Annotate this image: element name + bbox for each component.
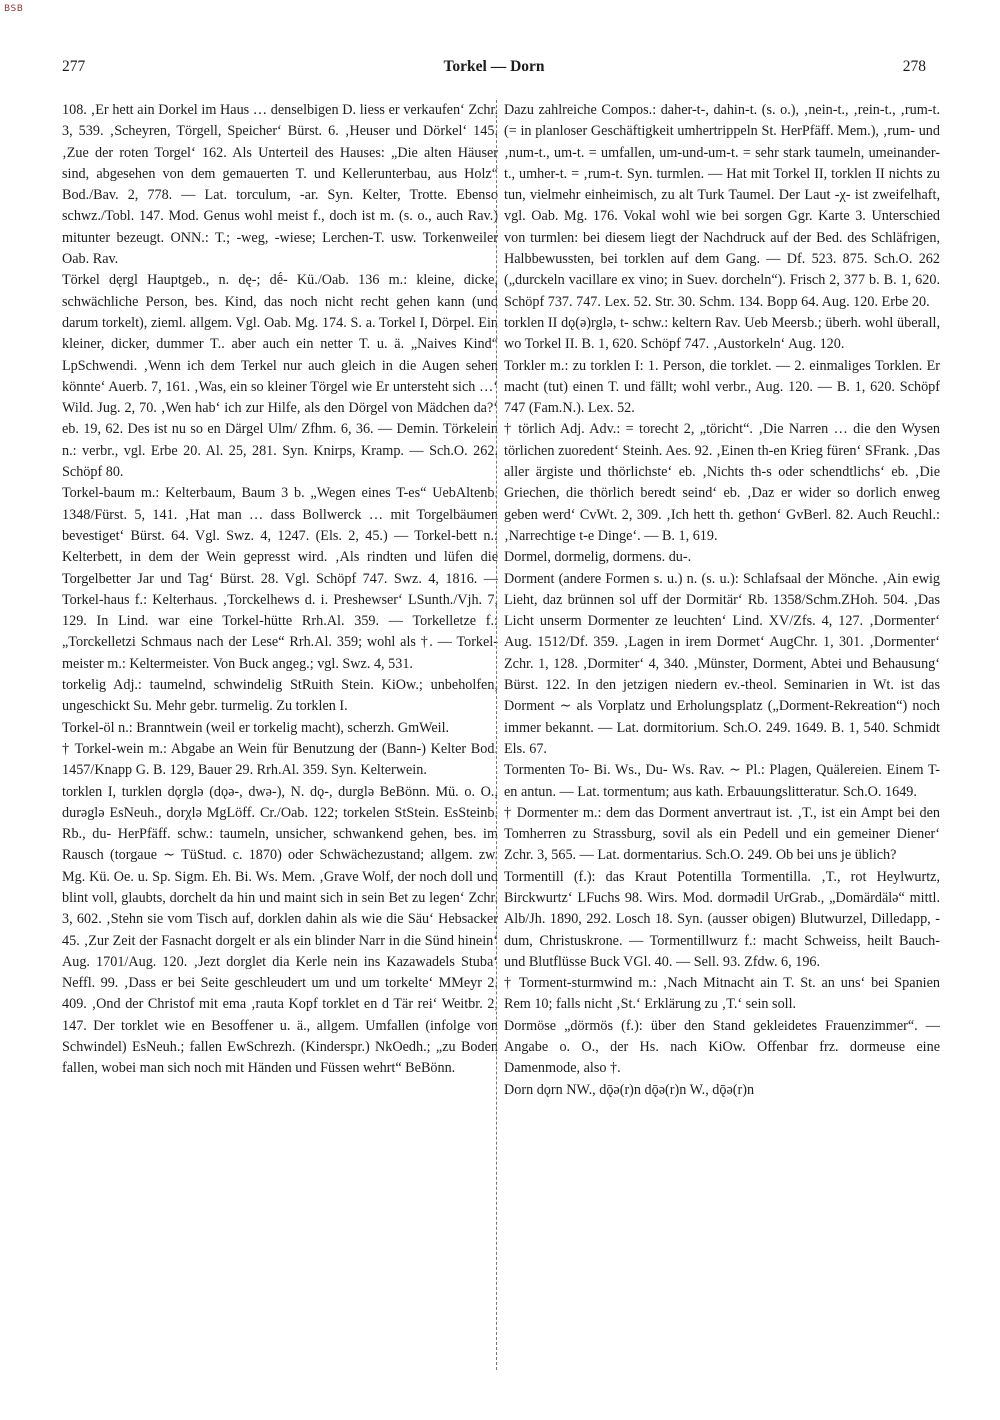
left-column [62,100,498,1380]
column-divider [496,100,497,1370]
dictionary-entry: Dazu zahlreiche Compos.: daher-t-, dahin-t. (s. o.), ‚nein-t., ‚rein-t., ‚rum-t. (= in planloser Geschäftigkeit umhertrippeln St. HerPfäff. Mem.), ‚rum- und ‚num-t., um-t. = umfallen, um-und-um-t. = sehr stark taumeln, umeinander-t., umher-t. = ‚rum-t. Syn. turmlen. — Hat mit Torkel II, torklen II nichts zu tun, vielmehr einheimisch, zu alt Turk Taumel. Der Laut -χ- ist zweifelhaft, vgl. Oab. Mg. 176. Vokal wohl wie bei sorgen Ggr. Karte 3. Unterschied von turmlen: bei diesem liegt der Nachdruck auf der Bed. des Schläfrigen, Halbbewussten, bei torklen auf dem Gang. — Df. 523. 875. Sch.O. 262 („durckeln vacillare ex vino; in Suev. dorcheln“). Frisch 2, 377 b. B. 1, 620. Schöpf 737. 747. Lex. 52. Str. 30. Schm. 134. Bopp 64. Aug. 120. Erbe 20. [504,102,940,310]
dictionary-entry: † Torment-sturmwind m.: ‚Nach Mitnacht ain T. St. an uns‘ bei Spanien Rem 10; falls nicht ‚St.‘ Erklärung zu ‚T.‘ sein soll. [504,975,940,1013]
dictionary-entry: † Torkel-wein m.: Abgabe an Wein für Benutzung der (Bann-) Kelter Bod. 1457/Knapp G. B. 129, Bauer 29. Rrh.Al. 359. Syn. Kelterwein. [62,740,498,779]
dictionary-entry: Dormöse „dörmös (f.): über den Stand gekleidetes Frauenzimmer“. — Angabe o. O., der Hs. nach KiOw. Offenbar frz. dormeuse eine Damenmode, also †. [504,1017,940,1077]
dictionary-entry: Dorn dǫrn NW., dǭə(r)n dǭə(r)n W., dǭə(r)n [504,1081,755,1098]
dictionary-entry: Torkler m.: zu torklen I: 1. Person, die torklet. — 2. einmaliges Torklen. Er macht (tut) einen T. und fällt; wohl verbr., Aug. 120. — B. 1, 620. Schöpf 747 (Fam.N.). Lex. 52. [504,357,940,417]
dictionary-entry: Dormel, dormelig, dormens. du-. [504,549,692,566]
dictionary-entry: Tormentill (f.): das Kraut Potentilla Tormentilla. ‚T., rot Heylwurtz, Birckwurtz‘ LFuchs 98. Wirs. Mod. dormədil UrGrab., „Domärdälə“ mittl. Alb/Jh. 1890, 292. Losch 18. Syn. (ausser obigen) Blutwurzel, Dilledapp, -dum, Christuskrone. — Tormentillwurz f.: macht Schweiss, heilt Bauch- und Blutflüsse Buck VGl. 40. — Sell. 93. Zfdw. 6, 196. [504,868,940,970]
dictionary-entry: † törlich Adj. Adv.: = torecht 2, „töricht“. ‚Die Narren … die den Wysen törlichen zuoredent‘ Steinh. Aes. 92. ‚Einen th-en Krieg füren‘ SFrank. ‚Das aller ärgiste und thörlichste‘ eb. ‚Nichts th-s oder schendtlichs‘ eb. ‚Die Griechen, die thörlich beredt seind‘ eb. ‚Daz er wider so dorlich enweg geben werd‘ CvWt. 2, 309. ‚Ich hett th. gethon‘ GvBerl. 82. Auch Reuchl.: ‚Narrechtige t-e Dinge‘. — B. 1, 619. [504,421,940,544]
dictionary-entry: † Dormenter m.: dem das Dorment anvertraut ist. ‚T., ist ein Ampt bei den Tomherren zu Strassburg, sovil als ein Pedell und ein gemeiner Diener‘ Zchr. 3, 565. — Lat. dormentarius. Sch.O. 249. Ob bei uns je üblich? [504,804,940,864]
dictionary-entry: Tormenten To- Bi. Ws., Du- Ws. Rav. ∼ Pl.: Plagen, Quälereien. Einem T-en antun. — Lat. tormentum; aus kath. Erbauungslitteratur. Sch.O. 1649. [504,762,940,800]
page-number-right: 278 [902,58,926,75]
page-title: Torkel — Dorn [443,58,545,75]
dictionary-entry: torklen II dǫ(ə)rglə, t- schw.: keltern Rav. Ueb Meersb.; überh. wohl überall, wo Torkel II. B. 1, 620. Schöpf 747. ‚Austorkeln‘ Aug. 120. [504,314,940,353]
library-stamp: BSB [4,4,24,14]
dictionary-entry: torkelig Adj.: taumelnd, schwindelig StRuith Stein. KiOw.; unbeholfen, ungeschickt Su. Mehr gebr. turmelig. Zu torklen I. [62,677,498,715]
dictionary-entry: Torkel-baum m.: Kelterbaum, Baum 3 b. „Wegen eines T-es“ UebAltenb. 1348/Fürst. 5, 141. ‚Hat man … dass Bollwerck … mit Torgelbäumen bevestiget‘ Bürst. 64. Vgl. Swz. 4, 1247. (Els. 2, 45.) — Torkel-bett n.: Kelterbett, in dem der Wein gepresst wird. ‚Als rindten und lüfen die Torgelbetter Jar und Tag‘ Bürst. 28. Vgl. Schöpf 747. Swz. 4, 1816. — Torkel-haus f.: Kelterhaus. ‚Torckelhews d. i. Preshewser‘ LSunth./Vjh. 7, 129. In Lind. war eine Torkel-hütte Rrh.Al. 359. — Torkelletze f.: „Torckelletzi Schmaus nach der Lese“ Rrh.Al. 359; wohl als †. — Torkel-meister m.: Keltermeister. Von Buck angeg.; vgl. Swz. 4, 531. [62,485,498,672]
dictionary-entry: Törkel dęrgl Hauptgeb., n. dę-; dḗ- Kü./Oab. 136 m.: kleine, dicke, schwächliche Person, bes. Kind, das noch nicht recht gehen kann (und darum torkelt), zieml. allgem. Vgl. Oab. Mg. 174. S. a. Torkel I, Dörpel. Ein kleiner, dicker, dummer T.. aber auch ein netter T. u. ä. „Naives Kind“ LpSchwendi. ‚Wenn ich dem Terkel nur auch gleich in die Augen sehen könnte‘ Auerb. 7, 161. ‚Was, ein so kleiner Törgel wie Er untersteht sich …‘ Wild. Jug. 2, 70. ‚Wen hab‘ ich zur Hilfe, als den Dörgel von Mädchen da?‘ eb. 19, 62. Des ist nu so en Därgel Ulm/ Zfhm. 6, 36. — Demin. Törkelein n.: verbr., vgl. Erbe 20. Al. 25, 281. Syn. Knirps, Kramp. — Sch.O. 262. Schöpf 80. [62,272,498,481]
dictionary-entry: 108. ‚Er hett ain Dorkel im Haus … denselbigen D. liess er verkaufen‘ Zchr. 3, 539. ‚Scheyren, Törgell, Speicher‘ Bürst. 6. ‚Heuser und Dörkel‘ 145. ‚Zue der roten Torgel‘ 162. Als Unterteil des Hauses: „Die alten Häuser sind, abgesehen von dem gemauerten T. und Kellerunterbau, aus Holz“ Bod./Bav. 2, 778. — Lat. torculum, -ar. Syn. Kelter, Trotte. Ebenso schwz./Tobl. 147. Mod. Genus wohl meist f., doch ist m. (s. o., auch Rav.) mitunter bezeugt. ONN.: T.; -weg, -wiese; Lerchen-T. usw. Torkenweiler Oab. Rav. [62,102,498,268]
dictionary-entry: Torkel-öl n.: Branntwein (weil er torkelig macht), scherzh. GmWeil. [62,719,450,736]
right-column [504,100,940,1380]
running-header [62,58,926,82]
dictionary-entry: Dorment (andere Formen s. u.) n. (s. u.): Schlafsaal der Mönche. ‚Ain ewig Lieht, daz brünnen sol uff der Dormitär‘ Rb. 1358/Schm.ZHoh. 504. ‚Das Licht unserm Dormenter ze leuchten‘ Lind. XV/Zfs. 4, 127. ‚Dormenter‘ Aug. 1512/Df. 359. ‚Lagen in irem Dormet‘ AugChr. 1, 301. ‚Dormenter‘ Zchr. 1, 128. ‚Dormiter‘ 4, 340. ‚Münster, Dorment, Abtei und Behausung‘ Bürst. 122. In den jetzigen niedern ev.-theol. Seminarien in Wt. ist das Dorment ∼ als Vorplatz und Erholungsplatz („Dorment-Rekreation“) noch immer bekannt. — Lat. dormitorium. Sch.O. 249. 1649. B. 1, 540. Schmidt Els. 67. [504,570,940,757]
page-number-left: 277 [62,58,86,75]
dictionary-entry: torklen I, turklen dǫrglə (dǫə-, dwə-), N. dǫ-, durglə BeBönn. Mü. o. O., durəglə EsNeuh., dorχlə MgLöff. Cr./Oab. 122; torkelen StStein. EsSteinb. Rb., du- HerPfäff. schw.: taumeln, unsicher, schwankend gehen, bes. im Rausch (torgaue ∼ TüStud. c. 1870) oder Schwächezustand; allgem. zw. Mg. Kü. Oe. u. Sp. Sigm. Eh. Bi. Ws. Mem. ‚Grave Wolf, der noch doll und blint voll, glaubts, dorchelt da hin und maint sich in sein Bet zu legen‘ Zchr. 3, 602. ‚Stehn sie vom Tisch auf, dorklen dahin als wie die Säu‘ Hebsacker 45. ‚Zur Zeit der Fasnacht dorgelt er als ein blinder Narr in die Sünd hinein‘ Aug. 1701/Aug. 120. ‚Jezt dorglet dia Kerle nein ins Kazawadels Stuba‘ Neffl. 99. ‚Dass er bei Seite geschleudert um und um torkelte‘ MMeyr 2. 409. ‚Ond der Christof mit ema ‚rauta Kopf torklet en d Tär rei‘ Weitbr. 2, 147. Der torklet wie en Besoffener u. ä., allgem. Umfallen (infolge von Schwindel) EsNeuh.; fallen EwSchrezh. (Kinderspr.) NkOedh.; „zu Boden fallen, wobei man sich noch mit Händen und Füssen wehrt“ BeBönn. [62,783,498,1077]
